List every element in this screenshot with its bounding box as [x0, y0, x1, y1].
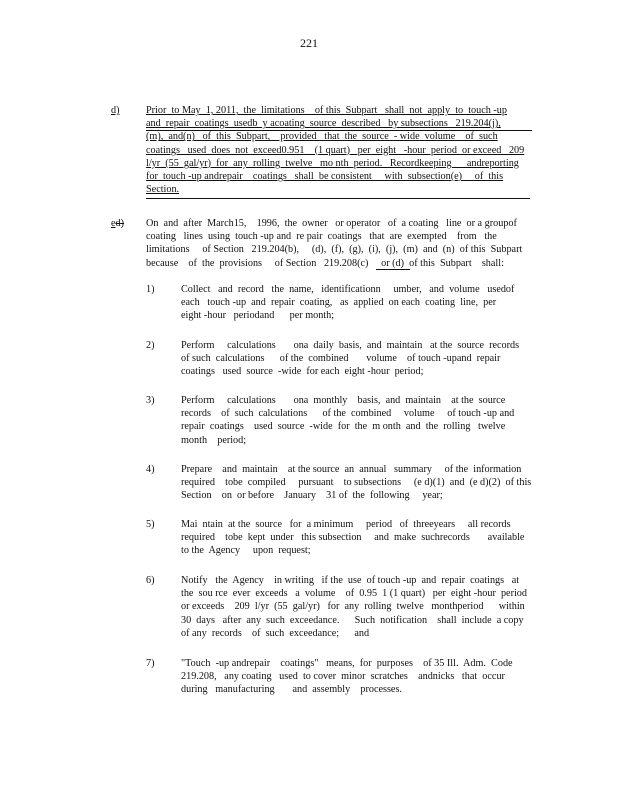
revision-rule — [146, 198, 530, 199]
list-item-line: records of such calculations of the combined volume of touch -up and — [181, 408, 515, 420]
list-item — [181, 339, 561, 379]
section-d-line: coatings used does not exceed0.951 (1 quart) per eight -hour period or exceed 209 — [146, 144, 525, 156]
list-item-line: Perform calculations ona monthly basis, and maintain at the source — [181, 395, 506, 406]
list-item-line: Perform calculations ona daily basis, and maintain at the source records — [181, 340, 520, 351]
section-e-label — [111, 217, 124, 230]
list-item — [181, 394, 561, 447]
list-item-line: Mai ntain at the source for a minimum period of threeyears all records — [181, 519, 511, 530]
section-e-line: On and after March15, 1996, the owner or operator of a coating line or a groupof — [146, 218, 517, 229]
list-item — [181, 463, 561, 503]
list-item-line: month period; — [181, 434, 247, 446]
list-item-line: during manufacturing and assembly processes. — [181, 684, 402, 696]
item-number: 3) — [146, 395, 155, 406]
list-item-line: or exceeds 209 l/yr (55 gal/yr) for any rolling twelve monthperiod within — [181, 601, 525, 613]
list-item — [181, 518, 561, 558]
section-d-line: Prior to May 1, 2011, the limitations of this Subpart shall not apply to touch -up — [146, 105, 507, 116]
section-e-label-deleted: d) — [115, 218, 125, 229]
section-e-line: coating lines using touch -up and re pair coatings that are exempted from the — [146, 231, 497, 243]
list-item-line: each touch -up and repair coating, as applied on each coating line, per — [181, 297, 497, 309]
list-item-line: "Touch -up andrepair coatings" means, for purposes of 35 Ill. Adm. Code — [181, 658, 513, 669]
list-item — [181, 657, 561, 697]
section-d-text — [146, 104, 566, 196]
list-item-line: repair coatings used source -wide for the m onth and the rolling twelve — [181, 421, 506, 433]
list-item-line: required tobe compiled pursuant to subsections (e d)(1) and (e d)(2) of this — [181, 477, 532, 489]
list-item — [181, 574, 561, 640]
section-d-line: for touch -up andrepair coatings shall be consistent with subsection(e) of this — [146, 171, 504, 183]
list-item-line: coatings used source -wide for each eight -hour period; — [181, 366, 424, 378]
list-item-line: the sou rce ever exceeds a volume of 0.95 1 (1 quart) per eight -hour period — [181, 588, 527, 600]
item-number: 5) — [146, 519, 155, 530]
list-item-line: 30 days after any such exceedance. Such notification shall include a copy — [181, 614, 524, 626]
item-number: 4) — [146, 464, 155, 475]
list-item-line: Collect and record the name, identificationn umber, and volume usedof — [181, 284, 515, 295]
item-number: 2) — [146, 340, 155, 351]
section-d-label: d) — [111, 105, 120, 116]
section-e-line: because of the provisions of Section 219.208(c) or (d) of this Subpart shall: — [146, 257, 504, 269]
section-e-text — [146, 217, 566, 270]
section-d-line: and repair coatings usedb y acoating source described by subsections 219.204(j), — [146, 118, 501, 130]
item-number: 6) — [146, 575, 155, 586]
list-item-line: of any records of such exceedance; and — [181, 627, 370, 639]
list-item-line: of such calculations of the combined volume of touch -upand repair — [181, 353, 501, 365]
list-item-line: to the Agency upon request; — [181, 545, 311, 557]
list-item-line: Notify the Agency in writing if the use of touch -up and repair coatings at — [181, 575, 520, 586]
list-item — [181, 283, 561, 323]
list-item-line: eight -hour periodand per month; — [181, 310, 335, 322]
list-item-line: required tobe kept under this subsection and make suchrecords available — [181, 532, 525, 544]
list-item-line: Section on or before January 31 of the following year; — [181, 490, 443, 502]
section-e-label-inserted: e — [111, 218, 116, 229]
page-number: 221 — [300, 36, 318, 50]
section-d-line: Section. — [146, 184, 180, 196]
revision-rule — [376, 269, 410, 270]
section-d-line: l/yr (55 gal/yr) for any rolling twelve mo nth period. Recordkeeping andreporting — [146, 157, 519, 169]
revision-rule — [146, 130, 532, 131]
list-item-line: Prepare and maintain at the source an annual summary of the information — [181, 464, 522, 475]
item-number: 1) — [146, 284, 155, 295]
list-item-line: 219.208, any coating used to cover minor scratches andnicks that occur — [181, 671, 505, 683]
section-d-line: (m), and(n) of this Subpart, provided that the source - wide volume of such — [146, 131, 498, 143]
item-number: 7) — [146, 658, 155, 669]
section-e-line: limitations of Section 219.204(b), (d), (f), (g), (i), (j), (m) and (n) of this Subpart — [146, 244, 523, 256]
